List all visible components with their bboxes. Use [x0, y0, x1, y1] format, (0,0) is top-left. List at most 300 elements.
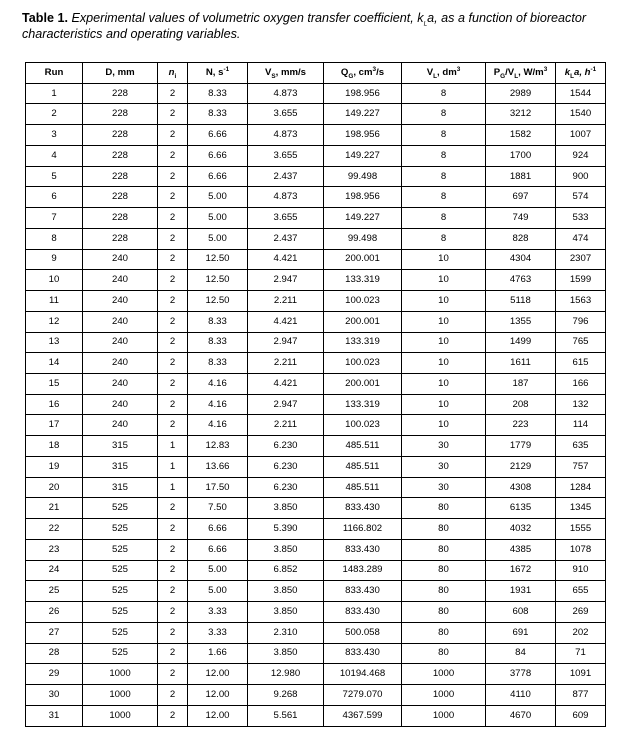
cell-impellers: 2: [158, 643, 188, 664]
cell-liquid-volume: 8: [402, 208, 486, 229]
table-row: [26, 643, 606, 664]
cell-kla: 877: [556, 685, 606, 706]
cell-kla: 202: [556, 622, 606, 643]
cell-superficial-velocity: 2.437: [248, 166, 324, 187]
cell-speed: 5.00: [188, 228, 248, 249]
cell-diameter: 525: [83, 643, 158, 664]
cell-liquid-volume: 10: [402, 311, 486, 332]
table-row: [26, 374, 606, 395]
header-gas-flow: $Q_G$, $cm^3/s$: [324, 63, 402, 84]
cell-gas-flow: 10194.468: [324, 664, 402, 685]
table-row: [26, 270, 606, 291]
cell-run: 10: [26, 270, 83, 291]
cell-power-per-volume: 4385: [486, 539, 556, 560]
cell-kla: 910: [556, 560, 606, 581]
cell-impellers: 2: [158, 187, 188, 208]
cell-superficial-velocity: 9.268: [248, 685, 324, 706]
cell-power-per-volume: 4763: [486, 270, 556, 291]
table-row: [26, 228, 606, 249]
cell-superficial-velocity: 6.230: [248, 477, 324, 498]
cell-impellers: 2: [158, 332, 188, 353]
cell-diameter: 240: [83, 291, 158, 312]
cell-superficial-velocity: 2.211: [248, 415, 324, 436]
table-row: [26, 602, 606, 623]
cell-gas-flow: 100.023: [324, 415, 402, 436]
cell-power-per-volume: 1700: [486, 145, 556, 166]
cell-run: 7: [26, 208, 83, 229]
cell-liquid-volume: 8: [402, 83, 486, 104]
cell-liquid-volume: 30: [402, 456, 486, 477]
cell-impellers: 2: [158, 166, 188, 187]
oxygen-transfer-table: [25, 62, 606, 727]
cell-speed: 5.00: [188, 560, 248, 581]
cell-impellers: 2: [158, 125, 188, 146]
cell-power-per-volume: 697: [486, 187, 556, 208]
cell-superficial-velocity: 6.230: [248, 456, 324, 477]
cell-superficial-velocity: 3.850: [248, 498, 324, 519]
cell-impellers: 2: [158, 560, 188, 581]
cell-liquid-volume: 10: [402, 249, 486, 270]
cell-liquid-volume: 1000: [402, 664, 486, 685]
cell-superficial-velocity: 3.655: [248, 208, 324, 229]
cell-power-per-volume: 4304: [486, 249, 556, 270]
cell-diameter: 1000: [83, 705, 158, 726]
cell-gas-flow: 198.956: [324, 187, 402, 208]
cell-run: 21: [26, 498, 83, 519]
cell-power-per-volume: 1779: [486, 436, 556, 457]
cell-gas-flow: 198.956: [324, 125, 402, 146]
cell-power-per-volume: 3778: [486, 664, 556, 685]
table-row: [26, 104, 606, 125]
cell-speed: 17.50: [188, 477, 248, 498]
table-row: [26, 539, 606, 560]
cell-speed: 8.33: [188, 104, 248, 125]
cell-gas-flow: 149.227: [324, 208, 402, 229]
cell-diameter: 228: [83, 83, 158, 104]
cell-gas-flow: 833.430: [324, 643, 402, 664]
cell-diameter: 525: [83, 560, 158, 581]
cell-diameter: 240: [83, 353, 158, 374]
cell-run: 24: [26, 560, 83, 581]
header-impellers: $n_i$: [158, 63, 188, 84]
cell-impellers: 2: [158, 664, 188, 685]
cell-diameter: 240: [83, 249, 158, 270]
cell-gas-flow: 7279.070: [324, 685, 402, 706]
cell-speed: 8.33: [188, 332, 248, 353]
cell-impellers: 2: [158, 519, 188, 540]
cell-power-per-volume: 749: [486, 208, 556, 229]
table-row: [26, 477, 606, 498]
cell-speed: 7.50: [188, 498, 248, 519]
cell-liquid-volume: 30: [402, 477, 486, 498]
cell-run: 25: [26, 581, 83, 602]
cell-kla: 1599: [556, 270, 606, 291]
cell-gas-flow: 200.001: [324, 249, 402, 270]
cell-superficial-velocity: 2.310: [248, 622, 324, 643]
table-row: [26, 664, 606, 685]
cell-impellers: 1: [158, 477, 188, 498]
cell-diameter: 240: [83, 415, 158, 436]
cell-gas-flow: 1166.802: [324, 519, 402, 540]
cell-superficial-velocity: 2.947: [248, 394, 324, 415]
cell-gas-flow: 149.227: [324, 104, 402, 125]
cell-liquid-volume: 8: [402, 145, 486, 166]
cell-gas-flow: 485.511: [324, 436, 402, 457]
cell-kla: 796: [556, 311, 606, 332]
cell-impellers: 2: [158, 353, 188, 374]
cell-speed: 12.50: [188, 291, 248, 312]
cell-diameter: 228: [83, 187, 158, 208]
cell-speed: 3.33: [188, 622, 248, 643]
cell-run: 20: [26, 477, 83, 498]
cell-diameter: 525: [83, 602, 158, 623]
cell-superficial-velocity: 3.850: [248, 643, 324, 664]
cell-impellers: 2: [158, 415, 188, 436]
cell-liquid-volume: 8: [402, 125, 486, 146]
header-kla: $k_La$, $h^{-1}$: [556, 63, 606, 84]
cell-diameter: 228: [83, 208, 158, 229]
cell-impellers: 2: [158, 249, 188, 270]
cell-kla: 1091: [556, 664, 606, 685]
table-row: [26, 456, 606, 477]
cell-kla: 71: [556, 643, 606, 664]
cell-impellers: 2: [158, 291, 188, 312]
cell-speed: 3.33: [188, 602, 248, 623]
caption-k-subscript: L: [423, 20, 428, 28]
cell-power-per-volume: 1881: [486, 166, 556, 187]
cell-kla: 655: [556, 581, 606, 602]
cell-diameter: 525: [83, 622, 158, 643]
cell-impellers: 2: [158, 622, 188, 643]
cell-liquid-volume: 8: [402, 166, 486, 187]
cell-superficial-velocity: 2.211: [248, 291, 324, 312]
cell-run: 16: [26, 394, 83, 415]
cell-kla: 757: [556, 456, 606, 477]
header-diameter: D, mm: [83, 63, 158, 84]
cell-diameter: 240: [83, 374, 158, 395]
cell-kla: 615: [556, 353, 606, 374]
cell-gas-flow: 833.430: [324, 581, 402, 602]
cell-kla: 2307: [556, 249, 606, 270]
cell-power-per-volume: 5118: [486, 291, 556, 312]
caption-text-end: , as a function of bioreactor characteristics and operating variables.: [22, 11, 587, 41]
cell-gas-flow: 100.023: [324, 353, 402, 374]
cell-superficial-velocity: 5.390: [248, 519, 324, 540]
cell-diameter: 228: [83, 104, 158, 125]
table-row: [26, 332, 606, 353]
cell-kla: 1007: [556, 125, 606, 146]
cell-kla: 269: [556, 602, 606, 623]
cell-run: 27: [26, 622, 83, 643]
cell-power-per-volume: 187: [486, 374, 556, 395]
cell-liquid-volume: 10: [402, 270, 486, 291]
cell-superficial-velocity: 2.947: [248, 332, 324, 353]
cell-impellers: 2: [158, 104, 188, 125]
cell-speed: 5.00: [188, 208, 248, 229]
cell-liquid-volume: 80: [402, 498, 486, 519]
cell-impellers: 2: [158, 208, 188, 229]
table-row: [26, 249, 606, 270]
cell-superficial-velocity: 12.980: [248, 664, 324, 685]
cell-power-per-volume: 1499: [486, 332, 556, 353]
cell-gas-flow: 99.498: [324, 166, 402, 187]
table-row: [26, 581, 606, 602]
cell-kla: 1563: [556, 291, 606, 312]
table-row: [26, 685, 606, 706]
cell-impellers: 2: [158, 270, 188, 291]
cell-superficial-velocity: 4.873: [248, 83, 324, 104]
cell-diameter: 1000: [83, 685, 158, 706]
table-row: [26, 519, 606, 540]
cell-gas-flow: 200.001: [324, 311, 402, 332]
cell-impellers: 2: [158, 83, 188, 104]
cell-speed: 13.66: [188, 456, 248, 477]
table-row: [26, 436, 606, 457]
cell-impellers: 2: [158, 539, 188, 560]
table-row: [26, 394, 606, 415]
cell-kla: 1345: [556, 498, 606, 519]
cell-kla: 1540: [556, 104, 606, 125]
cell-liquid-volume: 8: [402, 228, 486, 249]
table-row: [26, 291, 606, 312]
cell-gas-flow: 833.430: [324, 602, 402, 623]
cell-power-per-volume: 223: [486, 415, 556, 436]
cell-gas-flow: 485.511: [324, 456, 402, 477]
cell-run: 11: [26, 291, 83, 312]
cell-superficial-velocity: 6.852: [248, 560, 324, 581]
cell-power-per-volume: 84: [486, 643, 556, 664]
cell-run: 15: [26, 374, 83, 395]
cell-superficial-velocity: 6.230: [248, 436, 324, 457]
cell-liquid-volume: 10: [402, 394, 486, 415]
cell-impellers: 2: [158, 394, 188, 415]
cell-impellers: 2: [158, 581, 188, 602]
cell-superficial-velocity: 4.873: [248, 187, 324, 208]
table-header-row: [26, 63, 606, 84]
caption-text-start: Experimental values of volumetric oxygen transfer coefficient,: [71, 11, 418, 25]
cell-run: 3: [26, 125, 83, 146]
table-body: [26, 83, 606, 726]
cell-run: 8: [26, 228, 83, 249]
cell-diameter: 315: [83, 436, 158, 457]
cell-speed: 12.50: [188, 249, 248, 270]
cell-speed: 8.33: [188, 353, 248, 374]
cell-liquid-volume: 10: [402, 291, 486, 312]
cell-power-per-volume: 1582: [486, 125, 556, 146]
cell-superficial-velocity: 3.655: [248, 104, 324, 125]
cell-superficial-velocity: 3.850: [248, 602, 324, 623]
caption-k-symbol: k: [417, 11, 424, 25]
cell-power-per-volume: 4308: [486, 477, 556, 498]
cell-run: 26: [26, 602, 83, 623]
cell-diameter: 1000: [83, 664, 158, 685]
cell-power-per-volume: 3212: [486, 104, 556, 125]
cell-speed: 12.83: [188, 436, 248, 457]
cell-impellers: 2: [158, 228, 188, 249]
cell-speed: 12.50: [188, 270, 248, 291]
cell-diameter: 228: [83, 125, 158, 146]
cell-kla: 166: [556, 374, 606, 395]
cell-kla: 132: [556, 394, 606, 415]
cell-liquid-volume: 30: [402, 436, 486, 457]
table-row: [26, 311, 606, 332]
table-row: [26, 705, 606, 726]
cell-diameter: 240: [83, 311, 158, 332]
cell-speed: 12.00: [188, 685, 248, 706]
header-power-per-volume: $P_G/V_L$, $W/m^3$: [486, 63, 556, 84]
cell-impellers: 2: [158, 705, 188, 726]
header-superficial-velocity: $V_S$, mm/s: [248, 63, 324, 84]
cell-superficial-velocity: 5.561: [248, 705, 324, 726]
cell-diameter: 525: [83, 581, 158, 602]
table-row: [26, 415, 606, 436]
cell-superficial-velocity: 4.421: [248, 311, 324, 332]
cell-liquid-volume: 8: [402, 187, 486, 208]
cell-run: 28: [26, 643, 83, 664]
header-run: Run: [26, 63, 83, 84]
cell-power-per-volume: 828: [486, 228, 556, 249]
cell-superficial-velocity: 2.211: [248, 353, 324, 374]
cell-gas-flow: 485.511: [324, 477, 402, 498]
cell-diameter: 525: [83, 498, 158, 519]
cell-liquid-volume: 80: [402, 560, 486, 581]
cell-liquid-volume: 10: [402, 415, 486, 436]
cell-diameter: 525: [83, 539, 158, 560]
cell-liquid-volume: 80: [402, 622, 486, 643]
table-row: [26, 353, 606, 374]
cell-speed: 6.66: [188, 145, 248, 166]
cell-speed: 6.66: [188, 125, 248, 146]
cell-run: 13: [26, 332, 83, 353]
cell-run: 1: [26, 83, 83, 104]
cell-kla: 1555: [556, 519, 606, 540]
cell-diameter: 240: [83, 394, 158, 415]
cell-power-per-volume: 608: [486, 602, 556, 623]
cell-gas-flow: 133.319: [324, 394, 402, 415]
cell-kla: 1544: [556, 83, 606, 104]
cell-power-per-volume: 2989: [486, 83, 556, 104]
cell-speed: 4.16: [188, 394, 248, 415]
table-row: [26, 145, 606, 166]
cell-kla: 924: [556, 145, 606, 166]
cell-speed: 5.00: [188, 187, 248, 208]
cell-impellers: 1: [158, 456, 188, 477]
cell-superficial-velocity: 4.873: [248, 125, 324, 146]
cell-power-per-volume: 1355: [486, 311, 556, 332]
cell-diameter: 525: [83, 519, 158, 540]
cell-gas-flow: 149.227: [324, 145, 402, 166]
cell-impellers: 2: [158, 145, 188, 166]
cell-liquid-volume: 80: [402, 581, 486, 602]
cell-gas-flow: 833.430: [324, 498, 402, 519]
table-caption: [22, 10, 602, 42]
cell-liquid-volume: 10: [402, 332, 486, 353]
cell-kla: 474: [556, 228, 606, 249]
cell-liquid-volume: 10: [402, 353, 486, 374]
cell-gas-flow: 133.319: [324, 270, 402, 291]
cell-power-per-volume: 208: [486, 394, 556, 415]
cell-power-per-volume: 4110: [486, 685, 556, 706]
cell-run: 23: [26, 539, 83, 560]
cell-kla: 533: [556, 208, 606, 229]
cell-kla: 574: [556, 187, 606, 208]
cell-impellers: 2: [158, 374, 188, 395]
cell-kla: 609: [556, 705, 606, 726]
cell-liquid-volume: 80: [402, 643, 486, 664]
table-row: [26, 83, 606, 104]
cell-superficial-velocity: 4.421: [248, 374, 324, 395]
cell-kla: 114: [556, 415, 606, 436]
cell-run: 6: [26, 187, 83, 208]
cell-gas-flow: 1483.289: [324, 560, 402, 581]
cell-speed: 8.33: [188, 311, 248, 332]
table-row: [26, 166, 606, 187]
cell-gas-flow: 833.430: [324, 539, 402, 560]
cell-impellers: 2: [158, 498, 188, 519]
cell-run: 5: [26, 166, 83, 187]
cell-gas-flow: 500.058: [324, 622, 402, 643]
cell-impellers: 2: [158, 311, 188, 332]
table-row: [26, 125, 606, 146]
cell-liquid-volume: 80: [402, 539, 486, 560]
cell-run: 29: [26, 664, 83, 685]
cell-gas-flow: 200.001: [324, 374, 402, 395]
cell-run: 18: [26, 436, 83, 457]
cell-kla: 635: [556, 436, 606, 457]
cell-speed: 6.66: [188, 519, 248, 540]
cell-liquid-volume: 8: [402, 104, 486, 125]
cell-power-per-volume: 4032: [486, 519, 556, 540]
cell-power-per-volume: 691: [486, 622, 556, 643]
cell-gas-flow: 100.023: [324, 291, 402, 312]
cell-liquid-volume: 80: [402, 602, 486, 623]
cell-liquid-volume: 80: [402, 519, 486, 540]
cell-run: 12: [26, 311, 83, 332]
cell-superficial-velocity: 3.850: [248, 581, 324, 602]
cell-power-per-volume: 1611: [486, 353, 556, 374]
cell-superficial-velocity: 3.850: [248, 539, 324, 560]
cell-speed: 4.16: [188, 415, 248, 436]
cell-kla: 1284: [556, 477, 606, 498]
cell-kla: 1078: [556, 539, 606, 560]
cell-run: 31: [26, 705, 83, 726]
cell-power-per-volume: 1672: [486, 560, 556, 581]
table-row: [26, 622, 606, 643]
cell-kla: 765: [556, 332, 606, 353]
cell-impellers: 1: [158, 436, 188, 457]
cell-speed: 6.66: [188, 539, 248, 560]
cell-liquid-volume: 1000: [402, 685, 486, 706]
cell-diameter: 315: [83, 456, 158, 477]
cell-impellers: 2: [158, 685, 188, 706]
cell-superficial-velocity: 4.421: [248, 249, 324, 270]
cell-liquid-volume: 10: [402, 374, 486, 395]
cell-speed: 5.00: [188, 581, 248, 602]
cell-power-per-volume: 2129: [486, 456, 556, 477]
cell-run: 17: [26, 415, 83, 436]
cell-power-per-volume: 1931: [486, 581, 556, 602]
table-row: [26, 560, 606, 581]
cell-superficial-velocity: 3.655: [248, 145, 324, 166]
cell-speed: 12.00: [188, 664, 248, 685]
cell-kla: 900: [556, 166, 606, 187]
header-liquid-volume: $V_L$, $dm^3$: [402, 63, 486, 84]
cell-diameter: 228: [83, 228, 158, 249]
cell-gas-flow: 4367.599: [324, 705, 402, 726]
cell-liquid-volume: 1000: [402, 705, 486, 726]
cell-gas-flow: 99.498: [324, 228, 402, 249]
cell-run: 30: [26, 685, 83, 706]
